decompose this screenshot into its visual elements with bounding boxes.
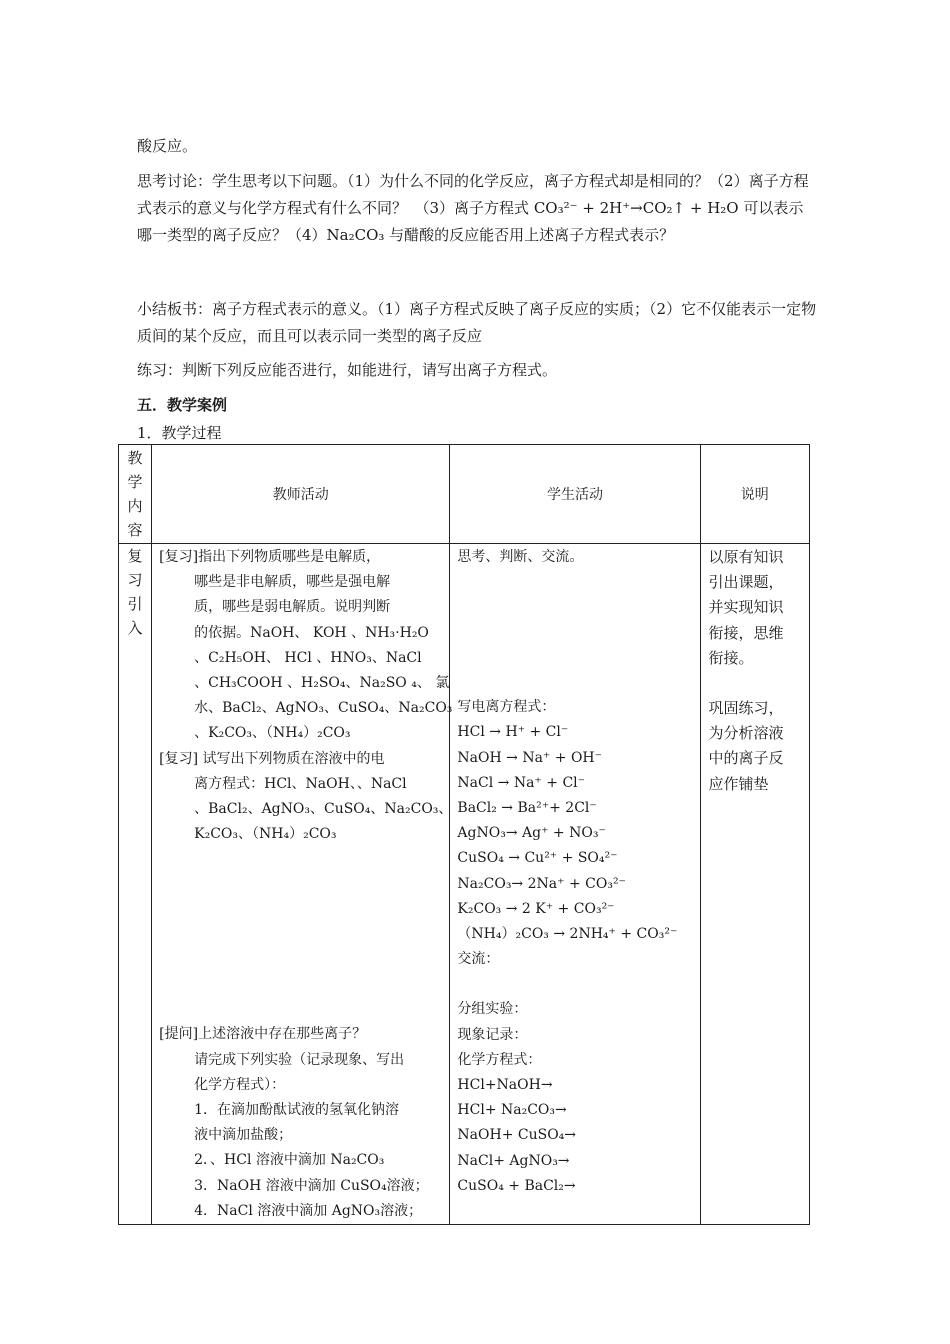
student-line: 交流： bbox=[457, 951, 500, 968]
student-line: 现象记录： bbox=[457, 1026, 528, 1043]
notes-line: 引出课题， bbox=[708, 573, 784, 592]
table-header-row bbox=[119, 445, 810, 544]
teacher-line: 、BaCl₂、AgNO₃、CuSO₄、Na₂CO₃、 bbox=[194, 801, 453, 818]
student-line: K₂CO₃ → 2 K⁺ + CO₃²⁻ bbox=[457, 900, 615, 917]
notes-line: 衔接。 bbox=[708, 648, 754, 667]
student-line: Na₂CO₃→ 2Na⁺ + CO₃²⁻ bbox=[457, 875, 626, 892]
student-line: BaCl₂ → Ba²⁺+ 2Cl⁻ bbox=[457, 800, 597, 817]
student-line: 分组实验： bbox=[457, 1001, 528, 1018]
teacher-line: 、C₂H₅OH、 HCl 、HNO₃、NaCl bbox=[194, 649, 422, 666]
teacher-line: 化学方程式）： bbox=[194, 1076, 286, 1093]
teacher-line: 的依据。NaOH、 KOH 、NH₃·H₂O bbox=[194, 624, 429, 641]
exercise-paragraph: 练习：判断下列反应能否进行，如能进行，请写出离子方程式。 bbox=[137, 361, 558, 379]
notes-cell bbox=[700, 544, 810, 1225]
student-line: 思考、判断、交流。 bbox=[457, 549, 584, 565]
teacher-line: [复习]指出下列物质哪些是电解质， bbox=[159, 549, 381, 565]
student-line: HCl+NaOH→ bbox=[457, 1077, 553, 1094]
teacher-line: 、CH₃COOH 、H₂SO₄、Na₂SO ₄、 氯 bbox=[194, 675, 450, 692]
header-student: 学生活动 bbox=[450, 445, 700, 544]
teacher-line: 水、BaCl₂、AgNO₃、CuSO₄、Na₂CO₃ bbox=[194, 700, 453, 717]
teacher-line: [提问]上述溶液中存在那些离子？ bbox=[159, 1026, 367, 1043]
notes-line: 中的离子反 bbox=[708, 749, 784, 768]
student-line: 化学方程式： bbox=[457, 1051, 542, 1068]
notes-line: 应作铺垫 bbox=[708, 774, 769, 793]
student-line: CuSO₄ + BaCl₂→ bbox=[457, 1177, 576, 1194]
teacher-line: 请完成下列实验（记录现象、写出 bbox=[194, 1051, 405, 1068]
teacher-line: 、K₂CO₃、（NH₄）₂CO₃ bbox=[194, 725, 351, 742]
notes-line: 并实现知识 bbox=[708, 598, 784, 617]
notes-line: 以原有知识 bbox=[708, 548, 784, 566]
header-content: 教 学 内 容 bbox=[119, 445, 152, 544]
teacher-line: 质，哪些是弱电解质。说明判断 bbox=[194, 599, 391, 616]
student-line: CuSO₄ → Cu²⁺ + SO₄²⁻ bbox=[457, 850, 618, 867]
notes-line: 巩固练习， bbox=[708, 699, 784, 718]
teacher-line: 1．在滴加酚酞试液的氢氧化钠溶 bbox=[194, 1102, 400, 1119]
header-notes: 说明 bbox=[700, 445, 810, 544]
student-line: NaCl+ AgNO₃→ bbox=[457, 1152, 570, 1169]
teacher-line: K₂CO₃、（NH₄）₂CO₃ bbox=[194, 826, 337, 843]
intro-line: 酸反应。 bbox=[137, 137, 198, 155]
teacher-line: 液中滴加盐酸； bbox=[194, 1127, 293, 1144]
student-line: HCl → H⁺ + Cl⁻ bbox=[457, 724, 569, 741]
header-teacher: 教师活动 bbox=[152, 445, 450, 544]
teacher-line: 3．NaOH 溶液中滴加 CuSO₄溶液； bbox=[194, 1177, 429, 1194]
teacher-line: 4．NaCl 溶液中滴加 AgNO₃溶液； bbox=[194, 1202, 423, 1219]
teacher-line: [复习] 试写出下列物质在溶液中的电 bbox=[159, 750, 385, 767]
student-line: AgNO₃→ Ag⁺ + NO₃⁻ bbox=[457, 825, 606, 842]
subsection-heading: 1．教学过程 bbox=[137, 424, 222, 442]
row-content-cell: 复 习 引 入 bbox=[119, 544, 152, 1225]
student-line: NaCl → Na⁺ + Cl⁻ bbox=[457, 774, 586, 791]
summary-paragraph: 小结板书：离子方程式表示的意义。（1）离子方程式反映了离子反应的实质；（2）它不仅能表示一定物质间的某个反应，而且可以表示同一类型的离子反应 bbox=[137, 300, 817, 345]
student-line: NaOH → Na⁺ + OH⁻ bbox=[457, 749, 603, 766]
discussion-paragraph: 思考讨论：学生思考以下问题。（1）为什么不同的化学反应，离子方程式却是相同的？（2）离子方程式表示的意义与化学方程式有什么不同？ （3）离子方程式 CO₃²⁻ + 2H⁺→CO₂↑ + H₂O 可以表示哪一类型的离子反应？（4）Na₂CO₃ 与醋酸的反应能否用上述离子方程式表示？ bbox=[137, 172, 809, 244]
student-line: HCl+ Na₂CO₃→ bbox=[457, 1102, 567, 1119]
teacher-activity-cell bbox=[152, 544, 453, 1225]
student-line: 写电离方程式： bbox=[457, 699, 556, 716]
section-heading: 五．教学案例 bbox=[137, 396, 228, 414]
notes-line: 为分析溶液 bbox=[708, 724, 784, 743]
student-line: （NH₄）₂CO₃ → 2NH₄⁺ + CO₃²⁻ bbox=[457, 926, 678, 943]
student-activity-cell bbox=[450, 544, 700, 1225]
teacher-line: 2．、HCl 溶液中滴加 Na₂CO₃ bbox=[194, 1152, 385, 1169]
teacher-line: 离方程式：HCl、NaOH、、NaCl bbox=[194, 775, 407, 792]
teacher-line: 哪些是非电解质，哪些是强电解 bbox=[194, 574, 391, 591]
table-row bbox=[119, 544, 810, 1225]
notes-line: 衔接，思维 bbox=[708, 623, 784, 642]
teaching-process-table bbox=[118, 444, 810, 1225]
student-line: NaOH+ CuSO₄→ bbox=[457, 1127, 577, 1144]
